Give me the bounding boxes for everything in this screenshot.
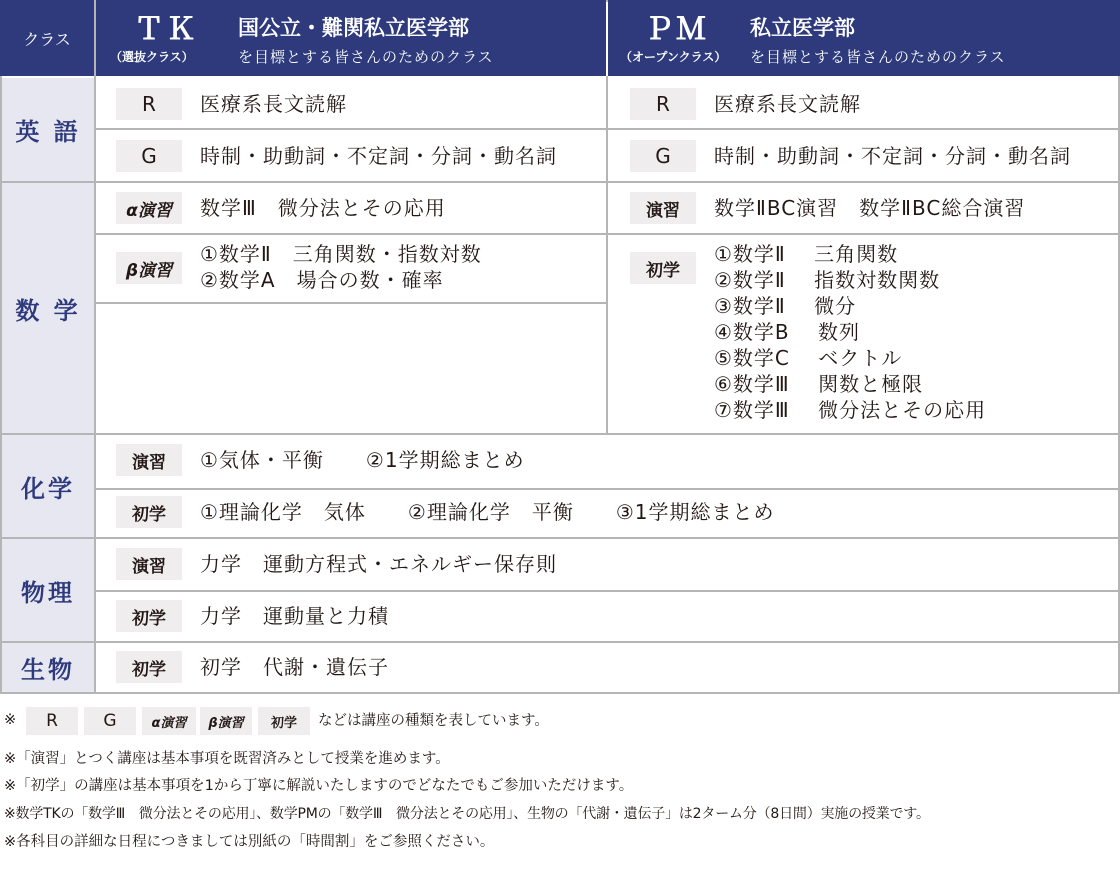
course-tag-shogaku: 初学 — [116, 651, 182, 683]
tk-title: 国公立・難関私立医学部 — [238, 16, 469, 40]
course-title: ①理論化学 気体 ②理論化学 平衡 ③1学期総まとめ — [200, 500, 775, 524]
tk-code: ＴＫ — [134, 12, 198, 47]
course-title: 力学 運動量と力積 — [200, 604, 389, 628]
course-tag-shogaku: 初学 — [630, 252, 696, 284]
header-class-cell — [0, 0, 94, 76]
divider — [0, 433, 1120, 435]
course-tag-shogaku: 初学 — [116, 600, 182, 632]
course-title: 初学 代謝・遺伝子 — [200, 655, 389, 679]
tk-type: （選抜クラス） — [110, 50, 194, 64]
divider — [94, 128, 1120, 130]
course-title-line: ③数学Ⅱ 微分 — [714, 294, 857, 318]
course-tag-beta: β演習 — [116, 252, 182, 284]
course-title-line: ⑦数学Ⅲ 微分法とその応用 — [714, 398, 987, 422]
course-title: 時制・助動詞・不定詞・分詞・動名詞 — [200, 144, 557, 168]
tk-subtitle: を目標とする皆さんのためのクラス — [238, 48, 494, 66]
course-title: 医療系長文読解 — [200, 92, 347, 116]
legend-tag-g: G — [84, 707, 136, 735]
header-pm-cell — [608, 0, 1120, 76]
footnote-mark: ※ — [4, 712, 17, 728]
divider — [0, 641, 1120, 643]
footnote: ※「演習」とつく講座は基本事項を既習済みとして授業を進めます。 — [4, 751, 450, 767]
class-label: クラス — [23, 29, 71, 49]
course-title-line: ①数学Ⅱ 三角関数 — [714, 242, 899, 266]
footnote: ※数学TKの「数学Ⅲ 微分法とその応用」、数学PMの「数学Ⅲ 微分法とその応用」、生物の「代謝・遺伝子」は2ターム分（8日間）実施の授業です。 — [4, 806, 930, 822]
course-title-line: ⑥数学Ⅲ 関数と極限 — [714, 372, 924, 396]
pm-title: 私立医学部 — [750, 16, 855, 40]
footnote: ※「初学」の講座は基本事項を1から丁寧に解説いたしますのでどなたでもご参加いただけます。 — [4, 778, 634, 794]
divider — [94, 590, 1120, 592]
pm-code: ＰＭ — [644, 12, 708, 47]
legend-tag-shogaku: 初学 — [258, 707, 310, 735]
course-tag-ensyu: 演習 — [116, 444, 182, 476]
legend-tag-alpha: α演習 — [142, 707, 196, 735]
legend-tag-beta: β演習 — [200, 707, 252, 735]
divider — [0, 537, 1120, 539]
course-title-line: ②数学Ⅱ 指数対数関数 — [714, 268, 941, 292]
pm-type: （オープンクラス） — [620, 50, 727, 64]
footnote: ※各科目の詳細な日程につきましては別紙の「時間割」をご参照ください。 — [4, 834, 495, 850]
subject-english: 英 語 — [2, 78, 94, 181]
course-title: ①気体・平衡 ②1学期総まとめ — [200, 448, 525, 472]
course-title: 数学Ⅲ 微分法とその応用 — [200, 196, 446, 220]
subject-biology: 生物 — [2, 643, 94, 692]
legend-tag-r: R — [26, 707, 78, 735]
course-title-line: ④数学B 数列 — [714, 320, 861, 344]
divider — [94, 233, 1120, 235]
course-title: 医療系長文読解 — [714, 92, 861, 116]
subject-math: 数 学 — [2, 183, 94, 433]
header-tk-cell — [96, 0, 606, 76]
course-tag-r: R — [116, 88, 182, 120]
pm-subtitle: を目標とする皆さんのためのクラス — [750, 48, 1006, 66]
course-tag-alpha: α演習 — [116, 192, 182, 224]
course-title-line: ①数学Ⅱ 三角関数・指数対数 — [200, 242, 482, 266]
course-tag-g: G — [630, 140, 696, 172]
course-title-line: ⑤数学C ベクトル — [714, 346, 903, 370]
legend-text: などは講座の種類を表しています。 — [318, 713, 549, 729]
course-tag-g: G — [116, 140, 182, 172]
course-tag-r: R — [630, 88, 696, 120]
divider — [0, 181, 1120, 183]
course-tag-ensyu: 演習 — [116, 548, 182, 580]
course-tag-shogaku: 初学 — [116, 496, 182, 528]
subject-chemistry: 化学 — [2, 435, 94, 537]
course-title: 力学 運動方程式・エネルギー保存則 — [200, 552, 557, 576]
course-tag-ensyu: 演習 — [630, 192, 696, 224]
subject-physics: 物理 — [2, 539, 94, 641]
course-title-line: ②数学A 場合の数・確率 — [200, 268, 444, 292]
divider — [94, 302, 606, 304]
course-title: 数学ⅡBC演習 数学ⅡBC総合演習 — [714, 196, 1026, 220]
divider — [94, 488, 1120, 490]
course-title: 時制・助動詞・不定詞・分詞・動名詞 — [714, 144, 1071, 168]
